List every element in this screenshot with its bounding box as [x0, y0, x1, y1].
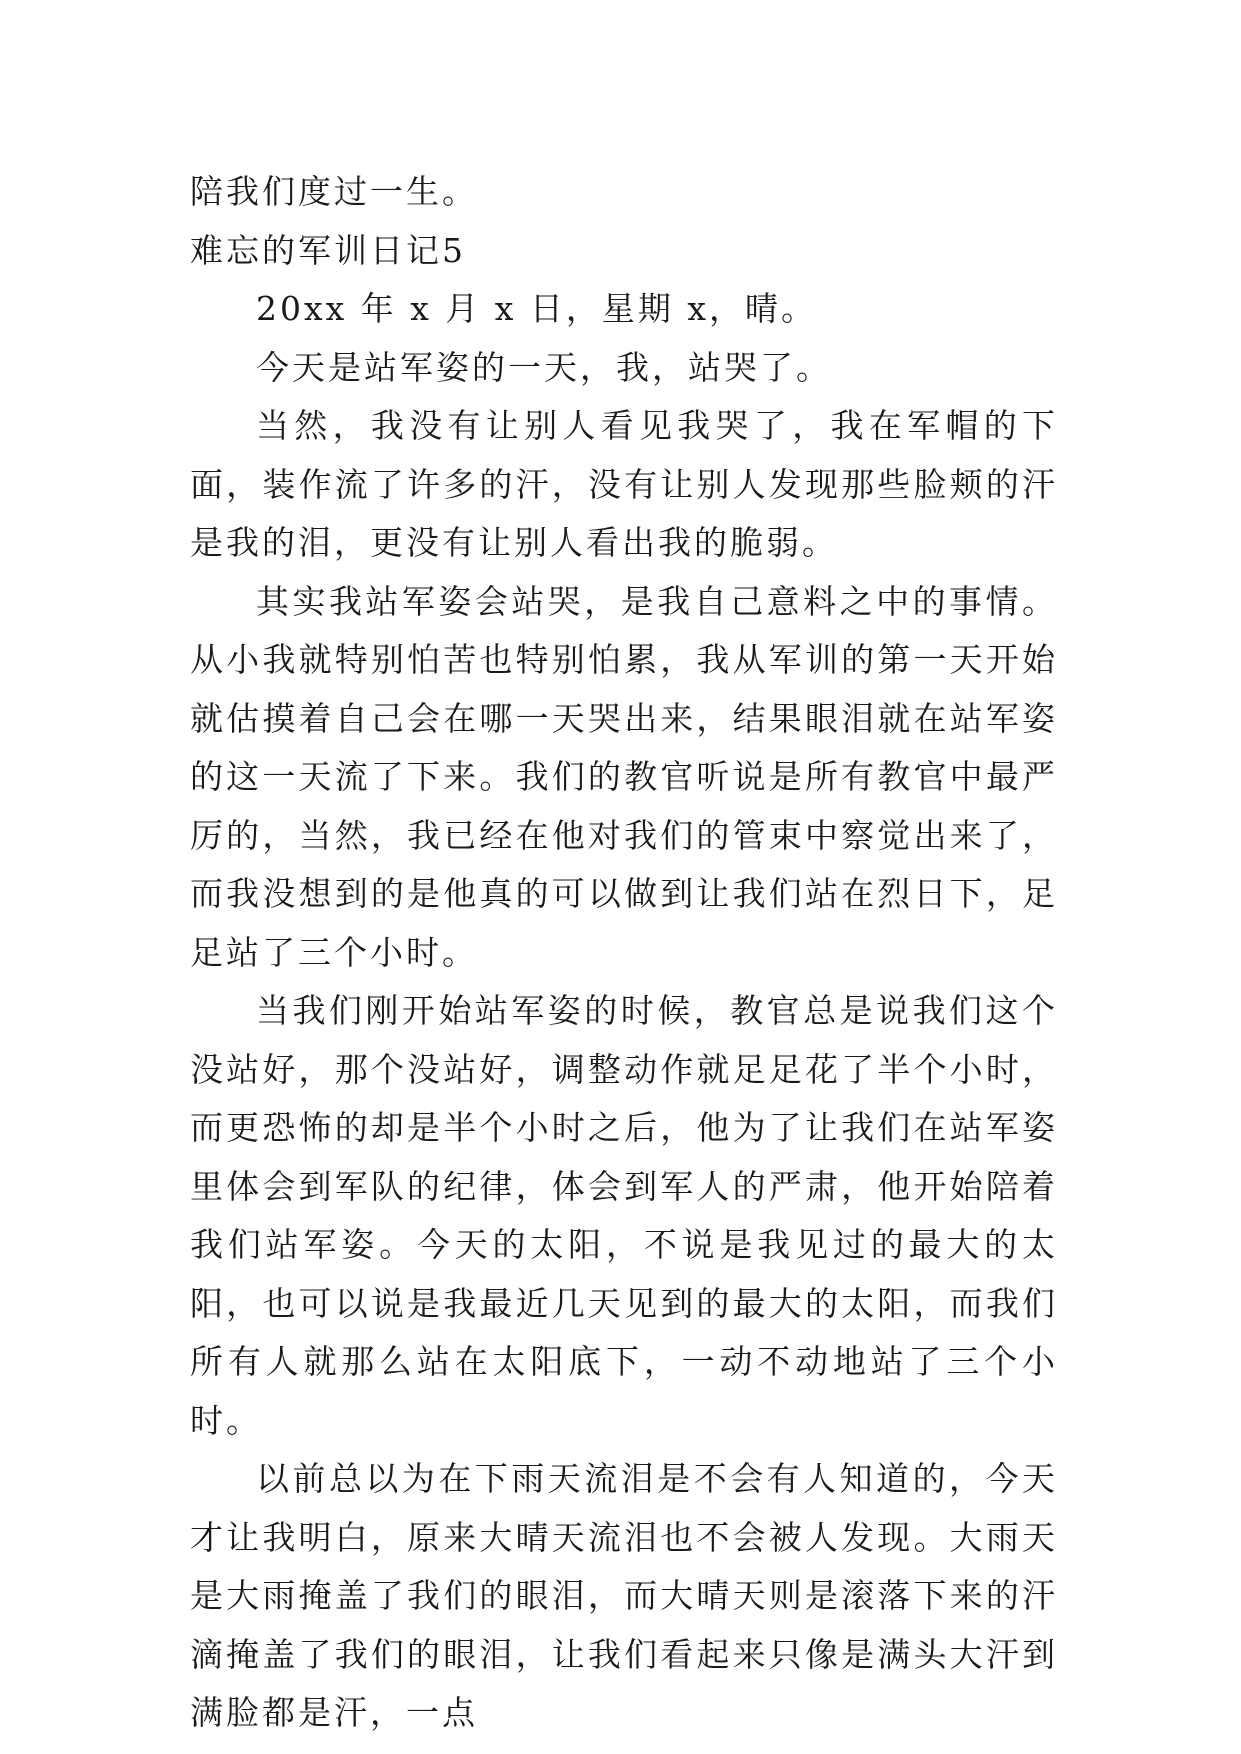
paragraph: 当我们刚开始站军姿的时候，教官总是说我们这个没站好，那个没站好，调整动作就足足花了半个小时，而更恐怖的却是半个小时之后，他为了让我们在站军姿里体会到军队的纪律，体会到军人的严肃，他开始陪着我们站军姿。今天的太阳，不说是我见过的最大的太阳，也可以说是我最近几天见到的最大的太阳，而我们所有人就那么站在太阳底下，一动不动地站了三个小时。	[190, 991, 1058, 1440]
continuation-line: 陪我们度过一生。	[190, 172, 478, 211]
paragraph: 其实我站军姿会站哭，是我自己意料之中的事情。从小我就特别怕苦也特别怕累，我从军训的第一天开始就估摸着自己会在哪一天哭出来，结果眼泪就在站军姿的这一天流了下来。我们的教官听说是所有教官中最严厉的，当然，我已经在他对我们的管束中察觉出来了，而我没想到的是他真的可以做到让我们站在烈日下，足足站了三个小时。	[190, 581, 1058, 972]
diary-date: 20xx 年 x 月 x 日，星期 x，晴。	[256, 289, 817, 328]
paragraph: 当然，我没有让别人看见我哭了，我在军帽的下面，装作流了许多的汗，没有让别人发现那些脸颊的汗是我的泪，更没有让别人看出我的脆弱。	[190, 406, 1058, 562]
paragraph: 今天是站军姿的一天，我，站哭了。	[256, 347, 832, 387]
document-page	[190, 163, 1058, 1743]
paragraph: 以前总以为在下雨天流泪是不会有人知道的，今天才让我明白，原来大晴天流泪也不会被人发现。大雨天是大雨掩盖了我们的眼泪，而大晴天则是滚落下来的汗滴掩盖了我们的眼泪，让我们看起来只像是满头大汗到满脸都是汗，一点	[190, 1459, 1058, 1732]
diary-title: 难忘的军训日记5	[190, 230, 466, 270]
